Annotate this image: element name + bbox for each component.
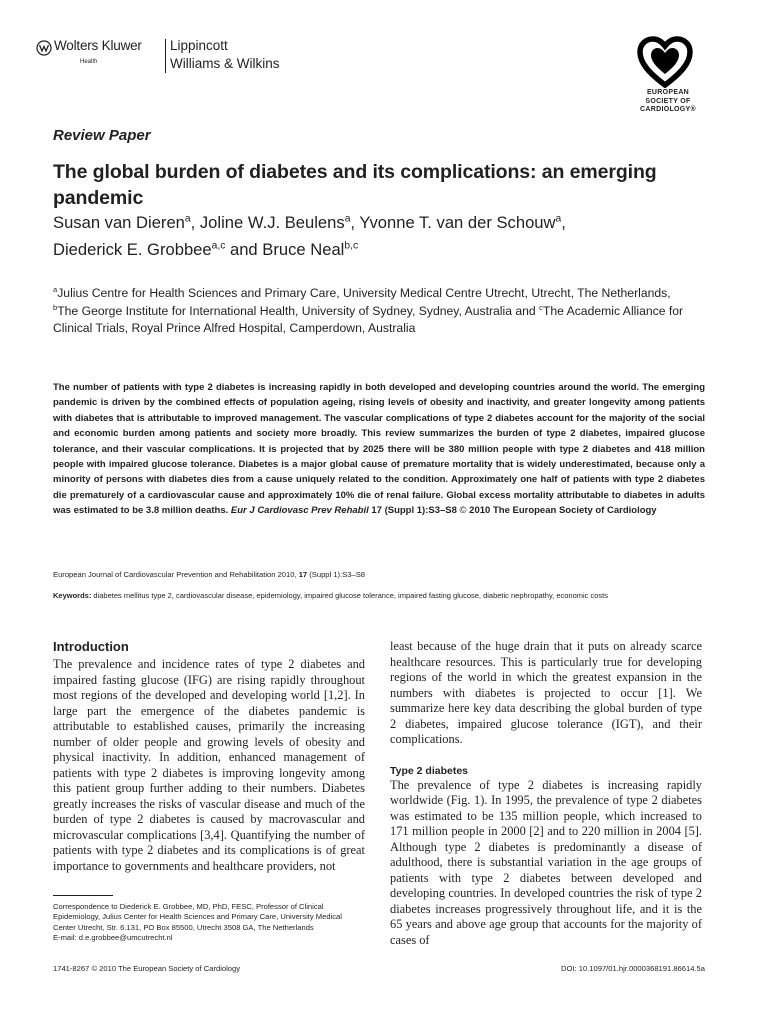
publisher-sub: Health <box>80 59 98 65</box>
author-affiliation-marker: a <box>555 213 562 225</box>
section-heading-type2-diabetes: Type 2 diabetes <box>390 764 469 777</box>
affiliation-marker: b <box>53 302 58 312</box>
article-type: Review Paper <box>53 127 151 144</box>
author-name: Joline W.J. Beulens <box>199 213 345 232</box>
author-affiliation-marker: a <box>344 213 351 225</box>
society-name-line-2: SOCIETY OF <box>645 97 691 105</box>
author-name: Yvonne T. van der Schouw <box>359 213 556 232</box>
copyright-symbol: © <box>459 505 467 517</box>
affiliation-marker: c <box>539 302 543 312</box>
footer-issn: 1741-8267 <box>53 964 90 973</box>
article-title: The global burden of diabetes and its complications: an emerging pandemic <box>53 161 657 209</box>
author-separator: , <box>190 213 200 232</box>
author-affiliation-marker: a,c <box>211 240 226 252</box>
wolters-kluwer-symbol-icon <box>36 40 52 56</box>
author-separator: , <box>350 213 360 232</box>
affiliation-marker: a <box>53 284 58 294</box>
keywords-label: Keywords: <box>53 591 92 600</box>
society-logo <box>630 36 710 120</box>
society-name-line-3: CARDIOLOGY® <box>640 106 696 113</box>
body-column-right <box>390 639 702 948</box>
journal-name: European Journal of Cardiovascular Prevention and Rehabilitation <box>53 570 276 579</box>
author-name: Bruce Neal <box>262 240 345 259</box>
body-column-left <box>53 639 365 874</box>
author-affiliation-marker: a <box>184 213 191 225</box>
journal-pages: :S3–S8 <box>340 570 366 579</box>
author-separator: and <box>225 240 263 259</box>
affiliation-text: The Academic Alliance for Clinical Trials, Royal Prince Alfred Hospital, Camperdown, Australia <box>53 303 684 335</box>
abstract-copyright: 2010 The European Society of Cardiology <box>466 505 657 517</box>
footer-copyright <box>53 964 240 973</box>
abstract-citation-journal: Eur J Cardiovasc Prev Rehabil <box>230 505 369 517</box>
imprint-line-1: Lippincott <box>170 38 228 53</box>
intro-paragraph-continued: least because of the huge drain that it puts on already scarce healthcare resources. This is particularly true for developing regions of the world in which the greatest expansion in the numbers with diabetes is projected to occur [1]. We summarize here key data describing the global burden of type 2 diabetes, impaired glucose tolerance (IGT), and their complications. <box>390 639 702 746</box>
correspondence-email: E-mail: d.e.grobbee@umcutrecht.nl <box>53 933 173 943</box>
author-list <box>53 209 733 263</box>
abstract-citation: 17 (Suppl 1):S3–S8 <box>368 505 460 517</box>
correspondence-footnote <box>53 902 365 944</box>
author-name: Diederick E. Grobbee <box>53 240 212 259</box>
publisher-divider <box>165 39 166 73</box>
publisher-name: Wolters Kluwer <box>54 38 142 53</box>
publisher-logo <box>36 38 296 78</box>
correspondence-address: Correspondence to Diederick E. Grobbee, MD, PhD, FESC, Professor of Clinical Epidemiology, Julius Center for Health Sciences and Primary Care, University Medical Center Utrecht, Str. 6.131, PO Box 85500, Utrecht 3508 GA, The Netherlands <box>53 902 342 932</box>
footnote-rule <box>53 895 113 896</box>
journal-citation-line <box>53 570 365 579</box>
abstract-text: The number of patients with type 2 diabetes is increasing rapidly in both developed and developing countries around the world. The emerging pandemic is driven by the combined effects of population ageing, rising levels of obesity and inactivity, and greater longevity among patients with diabetes that is attributable to improved management. The vascular complications of type 2 diabetes account for the majority of the social and economic burden among patients and society more broadly. This review summarizes the burden of type 2 diabetes, impaired glucose tolerance, and their vascular complications. It is projected that by 2025 there will be 380 million people with type 2 diabetes and 418 million people with impaired glucose tolerance. Diabetes is a major global cause of premature mortality that is widely underestimated, because only a minority of persons with diabetes dies from a cause uniquely related to the condition. Approximately one half of patients with type 2 diabetes die prematurely of a cardiovascular cause and approximately 10% die of renal failure. Global excess mortality attributable to diabetes in adults was estimated to be 3.8 million deaths. <box>53 382 705 517</box>
type2-paragraph: The prevalence of type 2 diabetes is increasing rapidly worldwide (Fig. 1). In 1995, the prevalence of type 2 diabetes was estimated to be 135 million people, which increased to 171 million people in 2000 [2] and to 220 million in 2004 [5]. Although type 2 diabetes is predominantly a disease of adulthood, there is substantial variation in the age groups of patients with type 2 diabetes between developed and developing countries. In developed countries the risk of type 2 diabetes increases progressively throughout life, and it is the 65 years and above age group that accounts for the majority of cases of <box>390 777 702 947</box>
copyright-symbol: © <box>91 964 98 973</box>
heart-icon <box>637 36 693 88</box>
author-name: Susan van Dieren <box>53 213 185 232</box>
affiliations <box>53 285 693 338</box>
footer-copyright-text: 2010 The European Society of Cardiology <box>97 964 241 973</box>
affiliation-text: The George Institute for International Health, University of Sydney, Sydney, Australia and <box>57 303 540 318</box>
author-separator: , <box>561 213 566 232</box>
journal-issue: (Suppl 1) <box>307 570 341 579</box>
affiliation-text: Julius Centre for Health Sciences and Primary Care, University Medical Centre Utrecht, Utrecht, The Netherlands, <box>57 286 671 300</box>
keywords-text: diabetes mellitus type 2, cardiovascular disease, epidemiology, impaired glucose tolerance, impaired fasting glucose, diabetic nephropathy, economic costs <box>91 591 609 600</box>
imprint-line-2: Williams & Wilkins <box>170 56 280 71</box>
society-name-line-1: EUROPEAN <box>646 89 690 96</box>
author-affiliation-marker: b,c <box>344 240 359 252</box>
keywords <box>53 591 705 601</box>
footer-doi: DOI: 10.1097/01.hjr.0000368191.86614.5a <box>561 964 705 973</box>
intro-paragraph: The prevalence and incidence rates of type 2 diabetes and impaired fasting glucose (IFG) are rising rapidly throughout most regions of the developed and developing world [1,2]. In large part the emergence of the diabetes pandemic is attributable to established causes, primarily the increasing number of older people and growing levels of obesity and physical inactivity. In addition, enhanced management of patients with type 2 diabetes is improving longevity among this patient group further adding to their numbers. Diabetes greatly increases the risks of vascular disease and much of the burden of type 2 diabetes is caused by macrovascular and microvascular complications [3,4]. Quantifying the number of patients with type 2 diabetes and its complications is of great importance to governments and healthcare providers, not <box>53 657 365 873</box>
journal-volume: 17 <box>298 570 308 579</box>
section-heading-introduction: Introduction <box>53 639 129 654</box>
journal-year: 2010, <box>275 570 299 579</box>
abstract <box>53 380 705 519</box>
